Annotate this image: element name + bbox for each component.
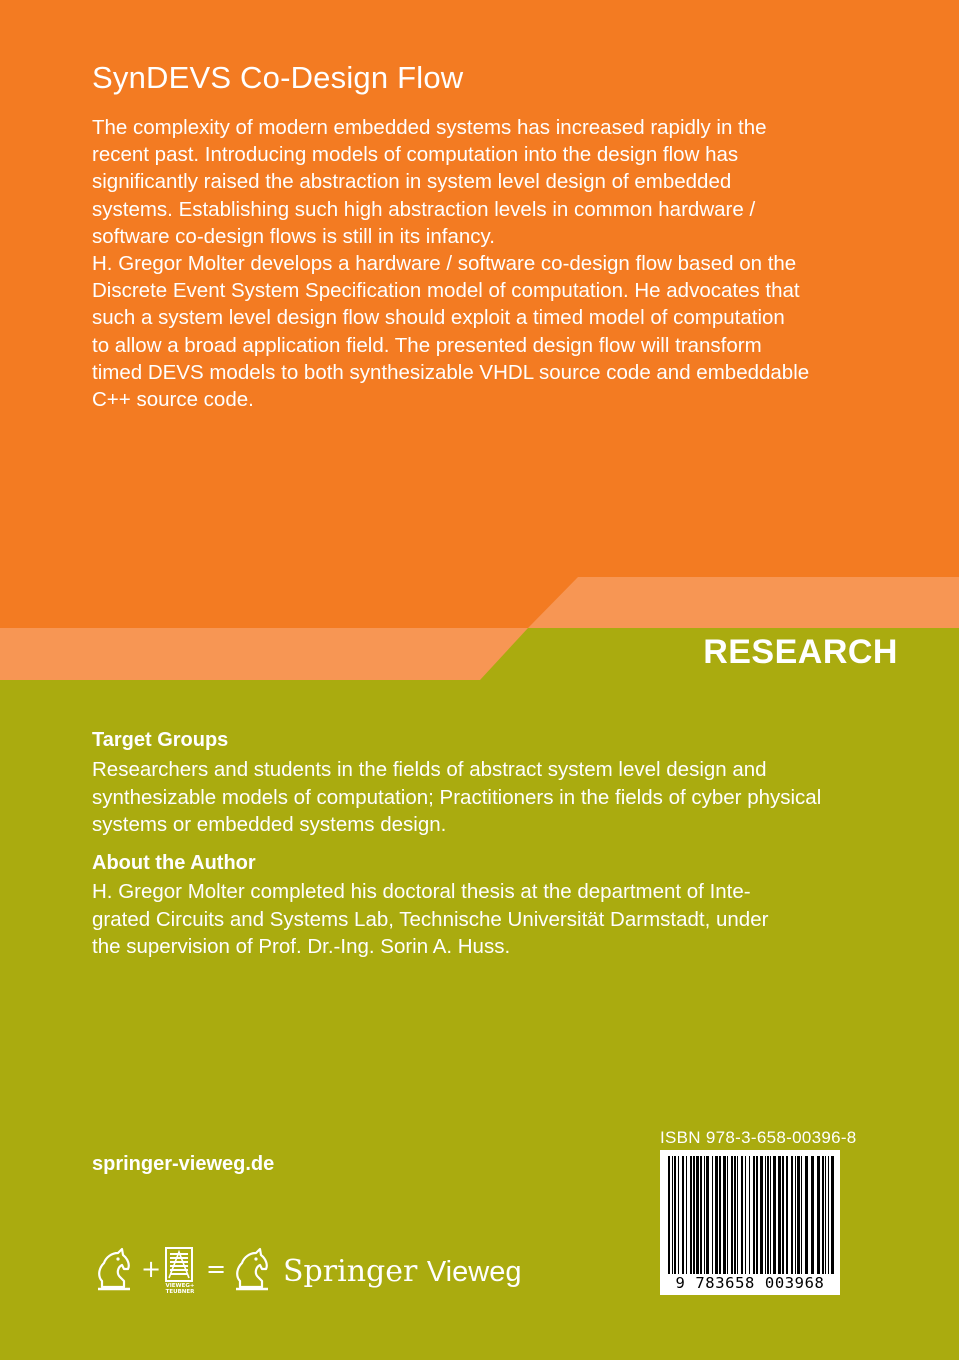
plus-sign: + (141, 1255, 162, 1283)
springer-horse-icon (232, 1247, 274, 1293)
teubner-label-line: VIEWEG+ (165, 1283, 195, 1289)
springer-vieweg-wordmark (283, 1254, 521, 1289)
vieweg-wordmark: Vieweg (426, 1256, 522, 1288)
springer-horse-icon (94, 1247, 136, 1293)
website-link[interactable]: springer-vieweg.de (92, 1153, 275, 1175)
series-label: RESEARCH (703, 633, 898, 671)
about-author-heading: About the Author (92, 852, 256, 874)
barcode-digits: 9 783658 003968 (675, 1274, 825, 1292)
publisher-logos (92, 1245, 552, 1295)
barcode (660, 1150, 840, 1295)
vieweg-teubner-icon (165, 1247, 195, 1283)
equals-sign: = (206, 1255, 227, 1283)
intro-paragraph: H. Gregor Molter develops a hardware / software co-design flow based on the Discrete Event System Specification model of computation. He advocates that such a system level design flow should exploit a timed model of computation to allow a broad application field. The presented design flow will transform timed DEVS models to both synthesizable VHDL source code and embeddable C++ source code. (92, 252, 810, 412)
about-author-text: H. Gregor Molter completed his doctoral thesis at the department of Inte- grated Circuits and Systems Lab, Technische Universität Darmstadt, under the supervision of Prof. Dr.-Ing. Sorin A. Huss. (92, 880, 769, 958)
barcode-bars (660, 1152, 840, 1277)
intro-paragraph: The complexity of modern embedded systems has increased rapidly in the recent past. Introducing models of computation into the design flow has significantly raised the abstraction in system level design of embedded systems. Establishing such high abstraction levels in common hardware / software co-design flows is still in its infancy. (92, 116, 767, 248)
target-groups-heading: Target Groups (92, 729, 229, 751)
target-groups-text: Researchers and students in the fields of abstract system level design and synthesizable models of computation; Practitioners in the fields of cyber physical systems or embedded systems design. (92, 758, 822, 836)
teubner-label (164, 1283, 196, 1295)
teubner-label-line: TEUBNER (165, 1289, 195, 1295)
isbn-text: ISBN 978-3-658-00396-8 (660, 1128, 857, 1147)
intro-text (92, 114, 892, 413)
book-title: SynDEVS Co-Design Flow (92, 60, 464, 95)
springer-wordmark: Springer (283, 1254, 418, 1289)
